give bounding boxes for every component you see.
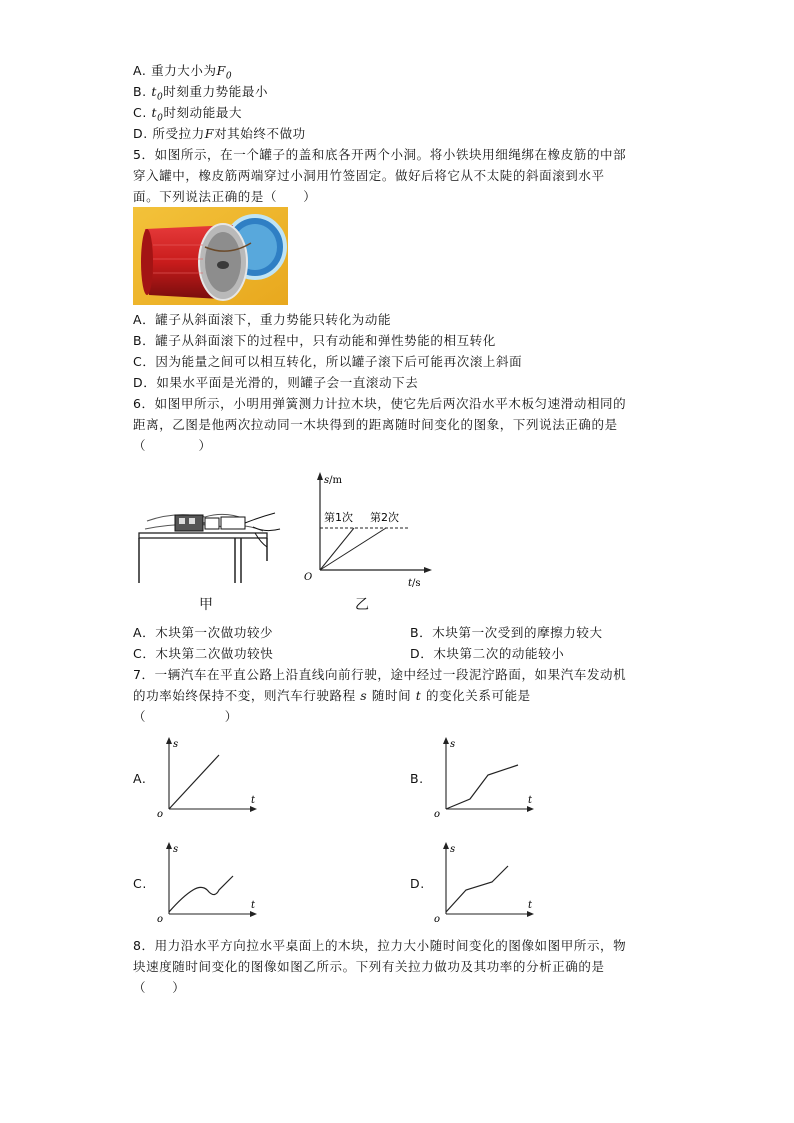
q8-stem-line: 块速度随时间变化的图像如图乙所示。下列有关拉力做功及其功率的分析正确的是 — [133, 959, 605, 974]
q7-option-b-label: B. — [410, 771, 424, 786]
q6-option-d: D．木块第二次的动能较小 — [410, 646, 565, 661]
axis-origin: o — [434, 809, 441, 820]
figure-caption-left: 甲 — [199, 597, 214, 613]
axis-t: t — [528, 900, 533, 911]
q4-option-d: D. 所受拉力F对其始终不做功 — [133, 126, 306, 141]
q8-stem-line: 8．用力沿水平方向拉水平桌面上的木块，拉力大小随时间变化的图像如图甲所示，物 — [133, 938, 627, 953]
q4-option-a: A. 重力大小为$F_0$ — [133, 63, 233, 82]
axis-origin: o — [434, 914, 441, 925]
q5-stem-line: 穿入罐中，橡皮筋两端穿过小洞用竹签固定。做好后将它从不太陡的斜面滚到水平 — [133, 168, 605, 183]
axis-s: s — [173, 844, 179, 855]
q7-stem-line: （ ） — [133, 709, 238, 724]
q4-option-c: C. $t_0$时刻动能最大 — [133, 105, 243, 124]
can-photo — [133, 207, 288, 305]
q6-stem-line: （ ） — [133, 438, 212, 453]
q7-stem-line: 的功率始终保持不变，则汽车行驶路程 s 随时间 t 的变化关系可能是 — [133, 688, 531, 703]
figure-caption-right: 乙 — [355, 597, 370, 613]
q5-stem-line: 面。下列说法正确的是（ ） — [133, 189, 317, 204]
q6-option-c: C．木块第二次做功较快 — [133, 646, 274, 661]
axis-s: s — [173, 739, 179, 750]
q6-stem-line: 距离，乙图是他两次拉动同一木块得到的距离随时间变化的图象，下列说法正确的是 — [133, 417, 618, 432]
s-t-graph — [300, 470, 440, 590]
q6-option-a: A．木块第一次做功较少 — [133, 625, 274, 640]
q5-option-b: B．罐子从斜面滚下的过程中，只有动能和弹性势能的相互转化 — [133, 333, 496, 348]
q7-option-d-label: D. — [410, 876, 425, 891]
axis-s: s — [450, 844, 456, 855]
q5-option-c: C．因为能量之间可以相互转化，所以罐子滚下后可能再次滚上斜面 — [133, 354, 523, 369]
q7-graph-d — [430, 840, 540, 925]
q7-graph-a — [153, 735, 263, 820]
axis-t: t — [528, 795, 533, 806]
graph-y-label: s/m — [324, 475, 342, 486]
q7-option-c-label: C. — [133, 876, 147, 891]
table-block-figure — [135, 503, 285, 585]
axis-origin: o — [157, 914, 164, 925]
q7-graph-b — [430, 735, 540, 820]
q7-stem-line: 7．一辆汽车在平直公路上沿直线向前行驶，途中经过一段泥泞路面，如果汽车发动机 — [133, 667, 627, 682]
graph-line1-label: 第1次 — [324, 511, 353, 524]
q6-option-b: B．木块第一次受到的摩擦力较大 — [410, 625, 603, 640]
q5-stem-line: 5．如图所示，在一个罐子的盖和底各开两个小洞。将小铁块用细绳绑在橡皮筋的中部 — [133, 147, 627, 162]
axis-s: s — [450, 739, 456, 750]
q7-graph-c — [153, 840, 263, 925]
axis-origin: o — [157, 809, 164, 820]
q6-stem-line: 6．如图甲所示，小明用弹簧测力计拉木块，使它先后两次沿水平木板匀速滑动相同的 — [133, 396, 627, 411]
axis-t: t — [251, 795, 256, 806]
q4-option-b: B. $t_0$时刻重力势能最小 — [133, 84, 269, 103]
q7-option-a-label: A. — [133, 771, 147, 786]
q8-stem-line: （ ） — [133, 980, 186, 995]
graph-x-label: t/s — [408, 578, 421, 589]
graph-origin: O — [304, 572, 313, 583]
axis-t: t — [251, 900, 256, 911]
q5-option-a: A．罐子从斜面滚下，重力势能只转化为动能 — [133, 312, 392, 327]
graph-line2-label: 第2次 — [370, 511, 399, 524]
q5-option-d: D．如果水平面是光滑的，则罐子会一直滚动下去 — [133, 375, 419, 390]
